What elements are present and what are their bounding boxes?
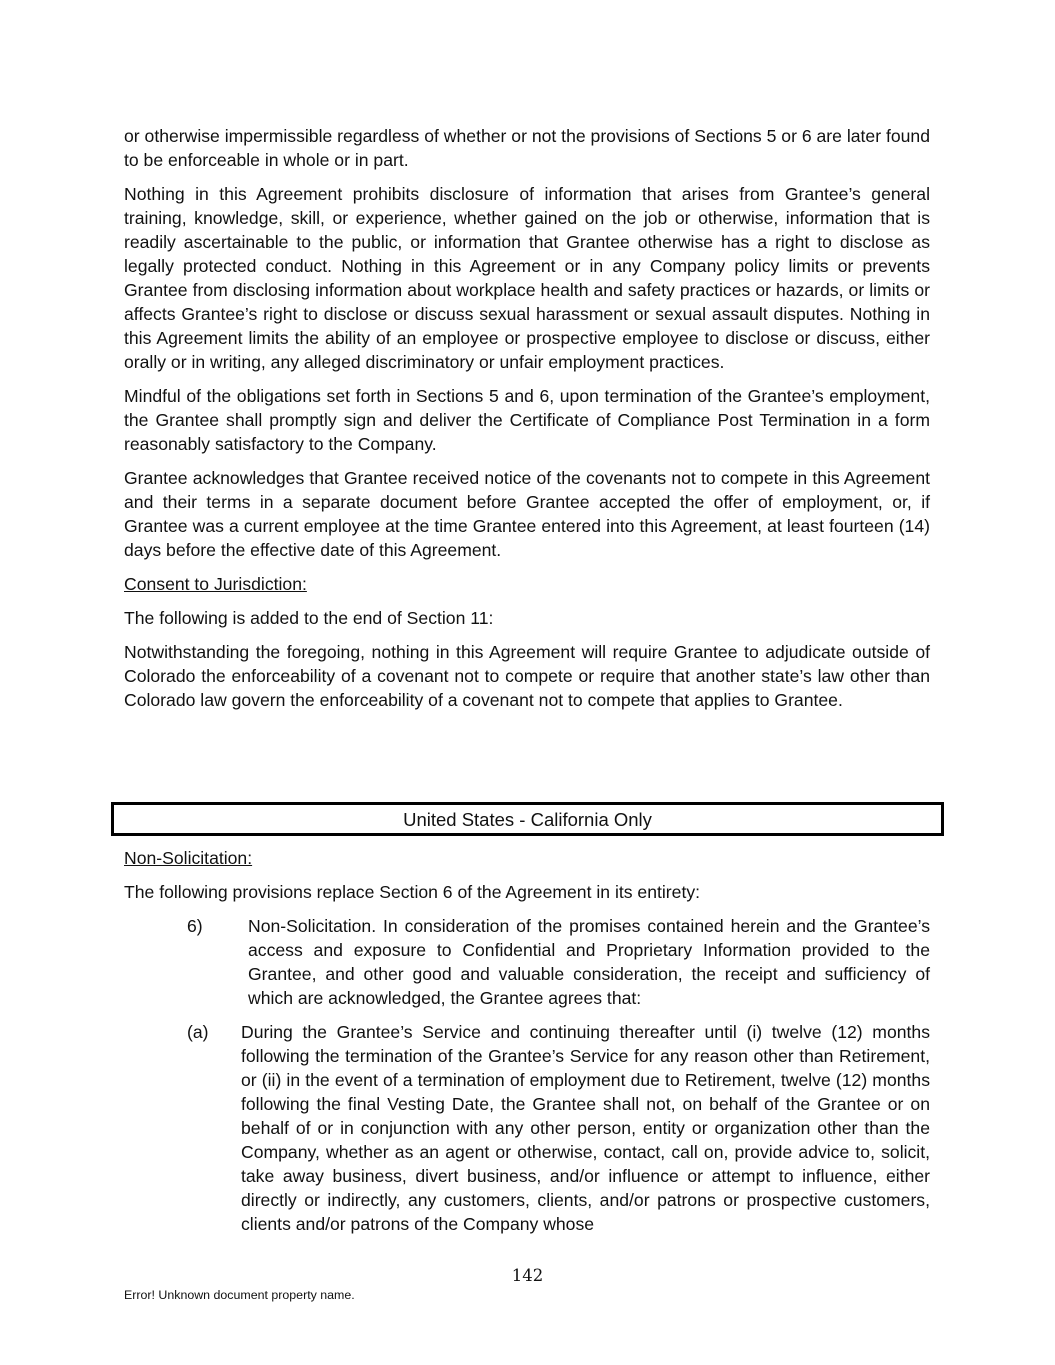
paragraph-disclosure: Nothing in this Agreement prohibits disclosure of information that arises from Grantee’s general training, knowledge, skill, or experience, whether gained on the job or otherwise, information that is readily ascertainable to the public, or information that Grantee otherwise has a right to disclose as legally protected conduct. Nothing in this Agreement or in any Company policy limits or prevents Grantee from disclosing information about workplace health and safety practices or hazards, or limits or affects Grantee’s right to disclose or discuss sexual harassment or sexual assault disputes. Nothing in this Agreement limits the ability of an employee or prospective employee to disclose or discuss, either orally or in writing, any alleged discriminatory or unfair employment practices.	[124, 184, 930, 372]
numbered-item-6	[124, 914, 930, 1010]
heading-non-solicitation: Non-Solicitation:	[124, 848, 253, 868]
main-body-text	[124, 124, 930, 722]
item-6-text: Non-Solicitation. In consideration of the promises contained herein and the Grantee’s access and exposure to Confidential and Proprietary Information provided to the Grantee, and other good and valuable consideration, the receipt and sufficiency of which are acknowledged, the Grantee agrees that:	[248, 916, 930, 1008]
california-section-banner: United States - California Only	[111, 802, 944, 836]
footer-error-note: Error! Unknown document property name.	[124, 1288, 355, 1302]
item-a-label: (a)	[187, 1022, 209, 1042]
california-section	[124, 846, 930, 1246]
paragraph-enforceability: or otherwise impermissible regardless of whether or not the provisions of Sections 5 or 6 are later found to be enforceable in whole or in part.	[124, 126, 930, 170]
paragraph-replacement-intro: The following provisions replace Section 6 of the Agreement in its entirety:	[124, 882, 701, 902]
item-6-label: 6)	[187, 916, 203, 936]
paragraph-covenant-notice: Grantee acknowledges that Grantee received notice of the covenants not to compete in this Agreement and their terms in a separate document before Grantee accepted the offer of employment, or, if Grantee was a current employee at the time Grantee entered into this Agreement, at least fourteen (14) days before the effective date of this Agreement.	[124, 468, 930, 560]
heading-consent-to-jurisdiction: Consent to Jurisdiction:	[124, 574, 307, 594]
paragraph-section-11-intro: The following is added to the end of Section 11:	[124, 608, 494, 628]
item-a-text: During the Grantee’s Service and continuing thereafter until (i) twelve (12) months following the termination of the Grantee’s Service for any reason other than Retirement, or (ii) in the event of a termination of employment due to Retirement, twelve (12) months following the final Vesting Date, the Grantee shall not, on behalf of the Grantee or on behalf of or in conjunction with any other person, entity or organization other than the Company, whether as an agent or otherwise, contact, call on, provide advice to, solicit, take away business, divert business, and/or influence or attempt to influence, either directly or indirectly, any customers, clients, and/or patrons or prospective customers, clients and/or patrons of the Company whose	[241, 1022, 930, 1234]
paragraph-certificate-of-compliance: Mindful of the obligations set forth in Sections 5 and 6, upon termination of the Grantee’s employment, the Grantee shall promptly sign and deliver the Certificate of Compliance Post Termination in a form reasonably satisfactory to the Company.	[124, 386, 930, 454]
page-number: 142	[511, 1266, 544, 1285]
numbered-item-a	[124, 1020, 930, 1236]
paragraph-colorado-jurisdiction: Notwithstanding the foregoing, nothing in this Agreement will require Grantee to adjudicate outside of Colorado the enforceability of a covenant not to compete or require that another state’s law other than Colorado law govern the enforceability of a covenant not to compete that applies to Grantee.	[124, 642, 930, 710]
